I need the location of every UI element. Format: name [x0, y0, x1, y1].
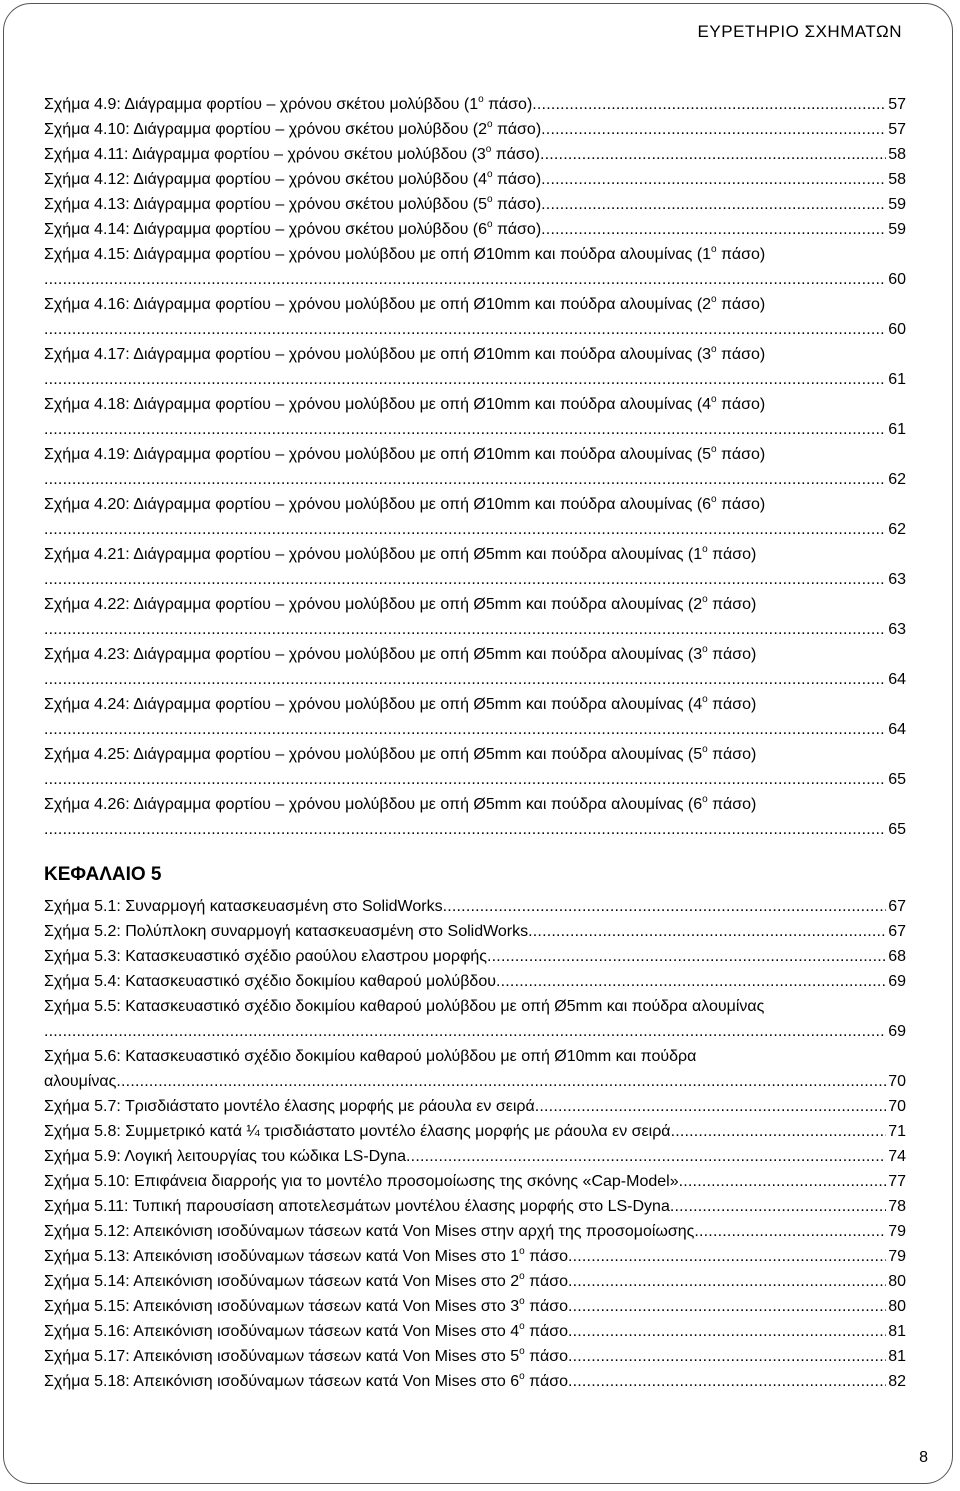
figure-entry — [44, 944, 906, 969]
entry-page-number: 78 — [888, 1198, 906, 1215]
entry-title-text: Σχήμα 4.18: Διάγραμμα φορτίου – χρόνου μολύβδου με οπή Ø10mm και πούδρα αλουμίνας (4 — [44, 396, 712, 413]
entry-page-number: 62 — [888, 521, 906, 538]
ordinal-superscript: ο — [519, 1370, 525, 1382]
entry-title — [44, 1119, 671, 1144]
dot-leader — [568, 1369, 886, 1394]
dot-leader-line — [44, 1019, 906, 1044]
dot-leader — [487, 944, 886, 969]
entry-title-suffix: πάσο) — [716, 396, 766, 413]
entry-line — [44, 117, 906, 142]
entry-title-text: Σχήμα 5.9: Λογική λειτουργίας του κώδικα LS-Dyna — [44, 1148, 407, 1165]
ordinal-superscript: ο — [702, 593, 708, 605]
entry-title-text: Σχήμα 4.22: Διάγραμμα φορτίου – χρόνου μολύβδου με οπή Ø5mm και πούδρα αλουμίνας (2 — [44, 596, 703, 613]
ordinal-superscript: ο — [711, 393, 717, 405]
dot-leader — [44, 567, 886, 592]
entry-line — [44, 192, 906, 217]
ordinal-superscript: ο — [485, 143, 492, 155]
entry-page-number: 57 — [888, 96, 906, 113]
entry-title-suffix: πάσο) — [492, 171, 542, 188]
ordinal-superscript: ο — [702, 543, 708, 555]
entry-title-text: Σχήμα 5.12: Απεικόνιση ισοδύναμων τάσεων κατά Von Mises στην αρχή της προσομοίωσης — [44, 1223, 695, 1240]
dot-leader — [44, 667, 886, 692]
entry-title-line — [44, 742, 906, 767]
figure-entry — [44, 392, 906, 442]
entry-title-text: Σχήμα 5.6: Κατασκευαστικό σχέδιο δοκιμίου καθαρού μολύβδου με οπή Ø10mm και πούδρα — [44, 1048, 697, 1065]
entry-title-text: Σχήμα 4.19: Διάγραμμα φορτίου – χρόνου μολύβδου με οπή Ø10mm και πούδρα αλουμίνας (5 — [44, 446, 712, 463]
entry-title — [44, 142, 540, 167]
entry-title-text: Σχήμα 5.16: Απεικόνιση ισοδύναμων τάσεων κατά Von Mises στο 4 — [44, 1323, 520, 1340]
entry-title-text: Σχήμα 4.16: Διάγραμμα φορτίου – χρόνου μολύβδου με οπή Ø10mm και πούδρα αλουμίνας (2 — [44, 296, 712, 313]
entry-title-text: Σχήμα 5.11: Τυπική παρουσίαση αποτελεσμάτων μοντέλου έλασης μορφής στο LS-Dyna — [44, 1198, 670, 1215]
dot-leader — [44, 617, 886, 642]
entry-title-line — [44, 392, 906, 417]
dot-leader — [44, 1019, 886, 1044]
dot-leader — [670, 1194, 886, 1219]
figure-entry — [44, 1344, 906, 1369]
entry-title — [44, 1169, 679, 1194]
entry-page-number: 59 — [888, 196, 906, 213]
figure-entry — [44, 192, 906, 217]
entry-title — [44, 1194, 670, 1219]
figure-entry — [44, 1294, 906, 1319]
ordinal-superscript: ο — [519, 1295, 525, 1307]
entry-title-text: Σχήμα 4.9: Διάγραμμα φορτίου – χρόνου σκέτου μολύβδου (1 — [44, 96, 479, 113]
entry-title-suffix: πάσο — [524, 1273, 568, 1290]
figure-entry — [44, 1219, 906, 1244]
entry-title-text: Σχήμα 4.21: Διάγραμμα φορτίου – χρόνου μολύβδου με οπή Ø5mm και πούδρα αλουμίνας (1 — [44, 546, 703, 563]
ordinal-superscript: ο — [519, 1270, 525, 1282]
entry-page-number: 62 — [888, 471, 906, 488]
entry-title-suffix: πάσο) — [716, 446, 766, 463]
entry-page-number: 63 — [888, 621, 906, 638]
dot-leader — [44, 367, 886, 392]
entry-title-text: Σχήμα 5.13: Απεικόνιση ισοδύναμων τάσεων κατά Von Mises στο 1 — [44, 1248, 520, 1265]
entry-title-text: Σχήμα 5.4: Κατασκευαστικό σχέδιο δοκιμίου καθαρού μολύβδου — [44, 973, 496, 990]
entry-line — [44, 1069, 906, 1094]
entry-page-number: 70 — [888, 1098, 906, 1115]
entry-title — [44, 92, 532, 117]
dot-leader-line — [44, 567, 906, 592]
entry-title — [44, 1344, 568, 1369]
entry-title-line — [44, 492, 906, 517]
entry-title-line — [44, 242, 906, 267]
figure-entry — [44, 1119, 906, 1144]
dot-leader-line — [44, 667, 906, 692]
entry-title — [44, 167, 541, 192]
entry-title-suffix: πάσο) — [707, 646, 757, 663]
entry-title — [44, 1269, 568, 1294]
dot-leader-line — [44, 717, 906, 742]
entry-title — [44, 1244, 568, 1269]
entry-title-suffix: πάσο — [524, 1298, 568, 1315]
entry-line — [44, 1119, 906, 1144]
dot-leader — [541, 217, 886, 242]
entry-title — [44, 117, 541, 142]
entry-title-text: Σχήμα 5.10: Επιφάνεια διαρροής για το μοντέλο προσομοίωσης της σκόνης «Cap-Model» — [44, 1173, 679, 1190]
figure-entry — [44, 142, 906, 167]
dot-leader — [532, 92, 886, 117]
entry-title-suffix: πάσο) — [707, 596, 757, 613]
figure-entry — [44, 692, 906, 742]
dot-leader — [44, 467, 886, 492]
figure-entry — [44, 292, 906, 342]
entry-line — [44, 1219, 906, 1244]
ordinal-superscript: ο — [711, 293, 717, 305]
entry-line — [44, 1344, 906, 1369]
dot-leader — [44, 267, 886, 292]
entry-title-line — [44, 542, 906, 567]
dot-leader — [535, 1094, 886, 1119]
figure-entry — [44, 342, 906, 392]
entry-line — [44, 969, 906, 994]
dot-leader-line — [44, 267, 906, 292]
dot-leader — [568, 1294, 886, 1319]
entry-title-line — [44, 642, 906, 667]
dot-leader-line — [44, 467, 906, 492]
dot-leader — [541, 192, 886, 217]
ordinal-superscript: ο — [702, 743, 708, 755]
entry-title-text: Σχήμα 4.11: Διάγραμμα φορτίου – χρόνου σκέτου μολύβδου (3 — [44, 146, 486, 163]
entry-title-text: Σχήμα 5.17: Απεικόνιση ισοδύναμων τάσεων κατά Von Mises στο 5 — [44, 1348, 520, 1365]
dot-leader — [679, 1169, 887, 1194]
entry-page-number: 58 — [888, 171, 906, 188]
dot-leader — [568, 1319, 886, 1344]
entry-title-suffix: πάσο) — [716, 296, 766, 313]
entry-title-suffix: πάσο — [524, 1248, 568, 1265]
entry-page-number: 68 — [888, 948, 906, 965]
figure-entry — [44, 217, 906, 242]
entry-page-number: 69 — [888, 973, 906, 990]
entry-line — [44, 1144, 906, 1169]
entry-title-text: Σχήμα 4.20: Διάγραμμα φορτίου – χρόνου μολύβδου με οπή Ø10mm και πούδρα αλουμίνας (6 — [44, 496, 712, 513]
entry-line — [44, 919, 906, 944]
figure-entry — [44, 969, 906, 994]
entry-title-suffix: πάσο) — [483, 96, 533, 113]
entry-title-text: Σχήμα 4.24: Διάγραμμα φορτίου – χρόνου μολύβδου με οπή Ø5mm και πούδρα αλουμίνας (4 — [44, 696, 703, 713]
entry-title-line — [44, 292, 906, 317]
dot-leader — [44, 317, 886, 342]
entry-page-number: 67 — [888, 898, 906, 915]
entry-page-number: 69 — [888, 1023, 906, 1040]
entry-title-suffix: πάσο) — [491, 146, 540, 163]
entry-title — [44, 894, 443, 919]
entry-title-suffix: πάσο) — [492, 196, 542, 213]
entry-title-continuation: αλουμίνας — [44, 1073, 117, 1090]
figure-entry — [44, 1244, 906, 1269]
figure-index — [44, 92, 906, 1394]
entry-line — [44, 944, 906, 969]
entry-page-number: 79 — [888, 1223, 906, 1240]
ordinal-superscript: ο — [702, 693, 708, 705]
entry-title-text: Σχήμα 5.18: Απεικόνιση ισοδύναμων τάσεων κατά Von Mises στο 6 — [44, 1373, 520, 1390]
entry-page-number: 65 — [888, 821, 906, 838]
ordinal-superscript: ο — [519, 1320, 525, 1332]
ordinal-superscript: ο — [702, 793, 708, 805]
entry-title-text: Σχήμα 4.26: Διάγραμμα φορτίου – χρόνου μολύβδου με οπή Ø5mm και πούδρα αλουμίνας (6 — [44, 796, 703, 813]
dot-leader — [528, 919, 886, 944]
entry-line — [44, 1294, 906, 1319]
figure-entry — [44, 742, 906, 792]
entry-title-suffix: πάσο) — [707, 746, 757, 763]
entry-title — [44, 192, 541, 217]
figure-entry — [44, 1319, 906, 1344]
dot-leader — [443, 894, 887, 919]
dot-leader — [568, 1344, 886, 1369]
dot-leader — [496, 969, 886, 994]
figure-entry — [44, 1169, 906, 1194]
chapter-5-figure-list — [44, 894, 906, 1394]
entry-page-number: 81 — [888, 1348, 906, 1365]
entry-title-text: Σχήμα 4.15: Διάγραμμα φορτίου – χρόνου μολύβδου με οπή Ø10mm και πούδρα αλουμίνας (1 — [44, 246, 712, 263]
entry-line — [44, 167, 906, 192]
ordinal-superscript: ο — [486, 218, 493, 230]
entry-title — [44, 1294, 568, 1319]
entry-line — [44, 1244, 906, 1269]
entry-page-number: 60 — [888, 271, 906, 288]
entry-title-line — [44, 1044, 906, 1069]
entry-title-text: Σχήμα 5.15: Απεικόνιση ισοδύναμων τάσεων κατά Von Mises στο 3 — [44, 1298, 520, 1315]
chapter-5-heading: ΚΕΦΑΛΑΙΟ 5 — [44, 864, 162, 885]
entry-title-suffix: πάσο) — [707, 796, 757, 813]
entry-title-suffix: πάσο — [524, 1323, 568, 1340]
figure-entry — [44, 492, 906, 542]
entry-page-number: 64 — [888, 721, 906, 738]
figure-entry — [44, 242, 906, 292]
entry-page-number: 61 — [888, 421, 906, 438]
entry-title-text: Σχήμα 4.17: Διάγραμμα φορτίου – χρόνου μολύβδου με οπή Ø10mm και πούδρα αλουμίνας (3 — [44, 346, 712, 363]
dot-leader — [694, 1219, 886, 1244]
entry-line — [44, 1169, 906, 1194]
entry-title — [44, 1094, 535, 1119]
figure-entry — [44, 592, 906, 642]
entry-page-number: 80 — [888, 1273, 906, 1290]
dot-leader — [541, 117, 886, 142]
dot-leader-line — [44, 367, 906, 392]
figure-entry — [44, 894, 906, 919]
figure-entry — [44, 1144, 906, 1169]
entry-title — [44, 969, 496, 994]
entry-title — [44, 217, 541, 242]
entry-title-text: Σχήμα 5.3: Κατασκευαστικό σχέδιο ραούλου ελαστρου μορφής — [44, 948, 488, 965]
entry-title-suffix: πάσο) — [707, 546, 757, 563]
figure-entry — [44, 1044, 906, 1094]
dot-leader — [540, 142, 886, 167]
entry-title-text: Σχήμα 5.8: Συμμετρικό κατά ¼ τρισδιάστατο μοντέλο έλασης μορφής με ράουλα εν σειρά — [44, 1123, 671, 1140]
entry-title — [44, 1369, 568, 1394]
dot-leader — [568, 1269, 886, 1294]
ordinal-superscript: ο — [711, 493, 717, 505]
entry-line — [44, 1194, 906, 1219]
entry-title — [44, 1319, 568, 1344]
entry-title-text: Σχήμα 5.1: Συναρμογή κατασκευασμένη στο SolidWorks — [44, 898, 443, 915]
entry-title-suffix: πάσο) — [716, 496, 766, 513]
ordinal-superscript: ο — [702, 643, 708, 655]
entry-title-line — [44, 342, 906, 367]
dot-leader — [671, 1119, 887, 1144]
ordinal-superscript: ο — [519, 1245, 525, 1257]
entry-line — [44, 92, 906, 117]
entry-title-text: Σχήμα 5.14: Απεικόνιση ισοδύναμων τάσεων κατά Von Mises στο 2 — [44, 1273, 520, 1290]
figure-entry — [44, 92, 906, 117]
chapter-4-figure-list — [44, 92, 906, 842]
entry-page-number: 77 — [888, 1173, 906, 1190]
ordinal-superscript: ο — [711, 443, 717, 455]
entry-title-text: Σχήμα 4.13: Διάγραμμα φορτίου – χρόνου σκέτου μολύβδου (5 — [44, 196, 487, 213]
entry-page-number: 80 — [888, 1298, 906, 1315]
figure-entry — [44, 919, 906, 944]
entry-line — [44, 1094, 906, 1119]
entry-title-line — [44, 442, 906, 467]
entry-page-number: 57 — [888, 121, 906, 138]
entry-title-text: Σχήμα 4.10: Διάγραμμα φορτίου – χρόνου σκέτου μολύβδου (2 — [44, 121, 487, 138]
dot-leader-line — [44, 767, 906, 792]
figure-entry — [44, 1094, 906, 1119]
entry-title-line — [44, 994, 906, 1019]
dot-leader-line — [44, 617, 906, 642]
dot-leader — [116, 1069, 886, 1094]
entry-title — [44, 1219, 694, 1244]
entry-page-number: 71 — [888, 1123, 906, 1140]
entry-title-text: Σχήμα 4.14: Διάγραμμα φορτίου – χρόνου σκέτου μολύβδου (6 — [44, 221, 487, 238]
entry-title-suffix: πάσο) — [716, 246, 766, 263]
entry-page-number: 67 — [888, 923, 906, 940]
dot-leader — [541, 167, 886, 192]
entry-page-number: 59 — [888, 221, 906, 238]
entry-line — [44, 1369, 906, 1394]
entry-title-suffix: πάσο) — [492, 121, 542, 138]
ordinal-superscript: ο — [478, 93, 484, 105]
entry-page-number: 58 — [888, 146, 906, 163]
entry-line — [44, 1269, 906, 1294]
dot-leader-line — [44, 417, 906, 442]
figure-entry — [44, 1194, 906, 1219]
entry-line — [44, 217, 906, 242]
entry-page-number: 70 — [888, 1073, 906, 1090]
entry-title — [44, 1144, 406, 1169]
ordinal-superscript: ο — [486, 168, 493, 180]
entry-title-suffix: πάσο) — [716, 346, 766, 363]
entry-title-text: Σχήμα 4.25: Διάγραμμα φορτίου – χρόνου μολύβδου με οπή Ø5mm και πούδρα αλουμίνας (5 — [44, 746, 703, 763]
page-number: 8 — [919, 1449, 928, 1466]
entry-title-suffix: πάσο — [524, 1373, 568, 1390]
dot-leader — [44, 767, 886, 792]
entry-title-text: Σχήμα 5.5: Κατασκευαστικό σχέδιο δοκιμίου καθαρού μολύβδου με οπή Ø5mm και πούδρα αλουμίνας — [44, 998, 765, 1015]
dot-leader — [44, 517, 886, 542]
entry-title-line — [44, 692, 906, 717]
entry-page-number: 81 — [888, 1323, 906, 1340]
entry-page-number: 65 — [888, 771, 906, 788]
ordinal-superscript: ο — [519, 1345, 525, 1357]
ordinal-superscript: ο — [711, 343, 717, 355]
dot-leader — [406, 1144, 886, 1169]
entry-title-line — [44, 792, 906, 817]
dot-leader — [44, 717, 886, 742]
figure-entry — [44, 792, 906, 842]
entry-page-number: 64 — [888, 671, 906, 688]
entry-line — [44, 1319, 906, 1344]
ordinal-superscript: ο — [486, 118, 493, 130]
dot-leader-line — [44, 817, 906, 842]
ordinal-superscript: ο — [486, 193, 493, 205]
figure-entry — [44, 994, 906, 1044]
entry-line — [44, 894, 906, 919]
entry-page-number: 63 — [888, 571, 906, 588]
entry-title-text: Σχήμα 4.23: Διάγραμμα φορτίου – χρόνου μολύβδου με οπή Ø5mm και πούδρα αλουμίνας (3 — [44, 646, 703, 663]
ordinal-superscript: ο — [711, 243, 717, 255]
entry-title-line — [44, 592, 906, 617]
entry-page-number: 79 — [888, 1248, 906, 1265]
dot-leader-line — [44, 517, 906, 542]
entry-title — [44, 919, 528, 944]
entry-page-number: 61 — [888, 371, 906, 388]
dot-leader — [44, 817, 886, 842]
entry-title-suffix: πάσο — [524, 1348, 568, 1365]
figure-entry — [44, 442, 906, 492]
page-header-title: ΕΥΡΕΤΗΡΙΟ ΣΧΗΜΑΤΩΝ — [697, 22, 902, 41]
figure-entry — [44, 542, 906, 592]
entry-line — [44, 142, 906, 167]
entry-title-suffix: πάσο) — [707, 696, 757, 713]
figure-entry — [44, 1369, 906, 1394]
dot-leader-line — [44, 317, 906, 342]
figure-entry — [44, 1269, 906, 1294]
entry-page-number: 82 — [888, 1373, 906, 1390]
entry-page-number: 60 — [888, 321, 906, 338]
entry-page-number: 74 — [888, 1148, 906, 1165]
entry-title-text: Σχήμα 5.2: Πολύπλοκη συναρμογή κατασκευασμένη στο SolidWorks — [44, 923, 529, 940]
figure-entry — [44, 167, 906, 192]
entry-title-text: Σχήμα 5.7: Τρισδιάστατο μοντέλο έλασης μορφής με ράουλα εν σειρά — [44, 1098, 535, 1115]
dot-leader — [44, 417, 886, 442]
entry-title-suffix: πάσο) — [492, 221, 542, 238]
figure-entry — [44, 642, 906, 692]
entry-title — [44, 944, 487, 969]
dot-leader — [568, 1244, 886, 1269]
entry-title-text: Σχήμα 4.12: Διάγραμμα φορτίου – χρόνου σκέτου μολύβδου (4 — [44, 171, 487, 188]
figure-entry — [44, 117, 906, 142]
